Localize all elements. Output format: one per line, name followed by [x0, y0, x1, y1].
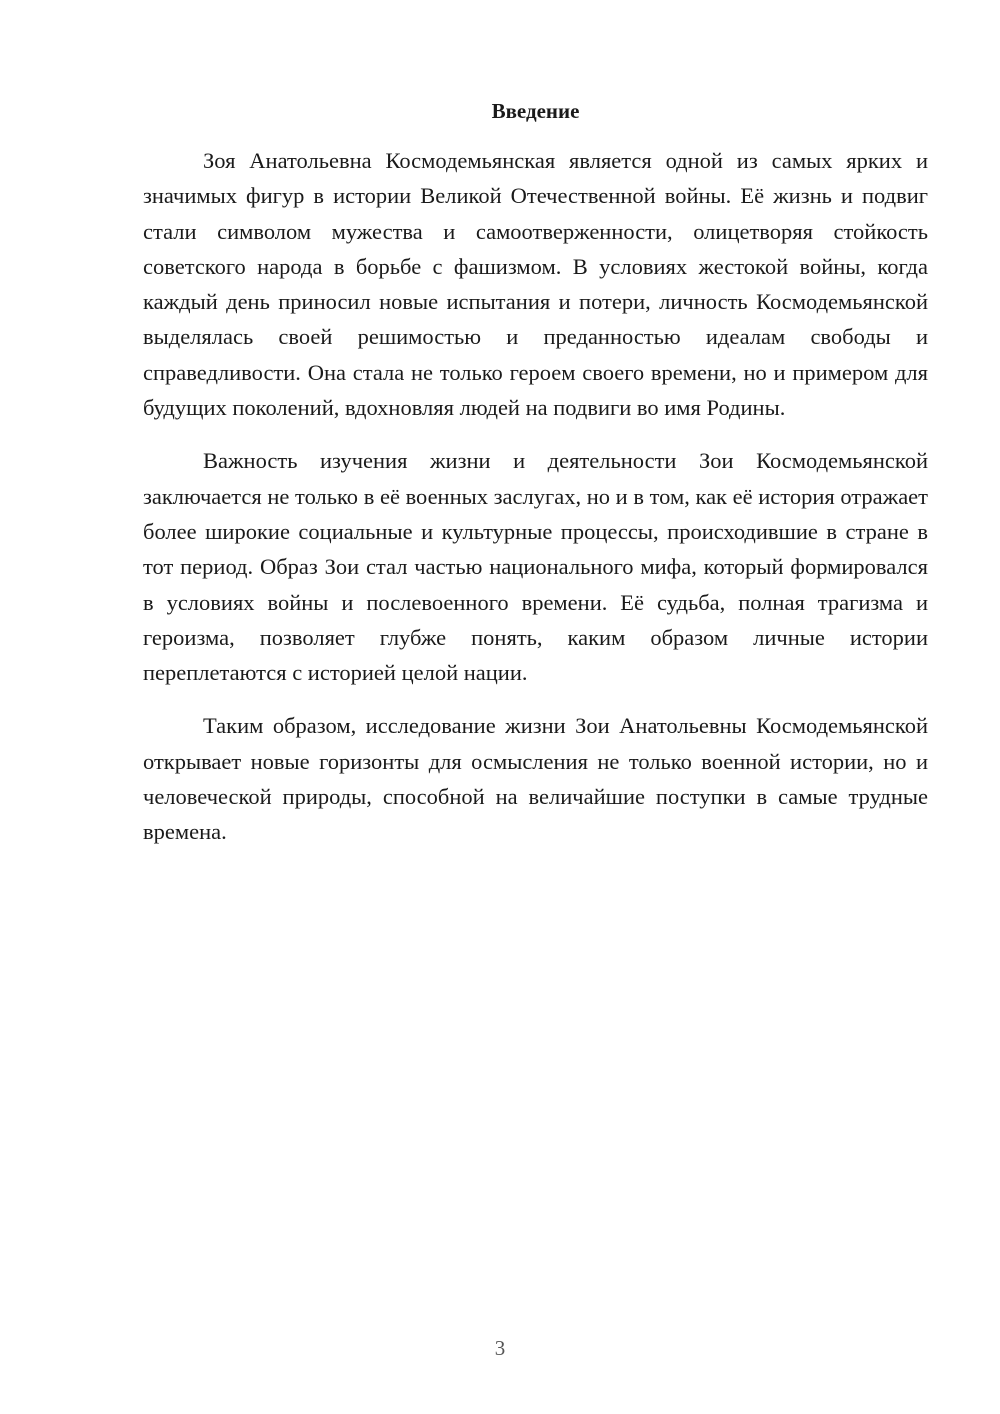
paragraph-3: Таким образом, исследование жизни Зои Анатольевны Космодемьянской открывает новые горизонты для осмысления не только военной истории, но и человеческой природы, способной на величайшие поступки в самые трудные времена. [143, 713, 928, 845]
page-title: Введение [491, 99, 580, 123]
paragraph-2: Важность изучения жизни и деятельности Зои Космодемьянской заключается не только в её военных заслугах, но и в том, как её история отражает более широкие социальные и культурные процессы, происходившие в стране в тот период. Образ Зои стал частью национального мифа, который формировался в условиях войны и послевоенного времени. Её судьба, полная трагизма и героизма, позволяет глубже понять, каким образом личные истории переплетаются с историей целой нации. [143, 448, 928, 686]
body-text [143, 143, 928, 868]
page-number: 3 [494, 1336, 506, 1360]
paragraph-1: Зоя Анатольевна Космодемьянская является одной из самых ярких и значимых фигур в истории Великой Отечественной войны. Её жизнь и подвиг стали символом мужества и самоотверженности, олицетворяя стойкость советского народа в борьбе с фашизмом. В условиях жестокой войны, когда каждый день приносил новые испытания и потери, личность Космодемьянской выделялась своей решимостью и преданностью идеалам свободы и справедливости. Она стала не только героем своего времени, но и примером для будущих поколений, вдохновляя людей на подвиги во имя Родины. [143, 148, 928, 421]
